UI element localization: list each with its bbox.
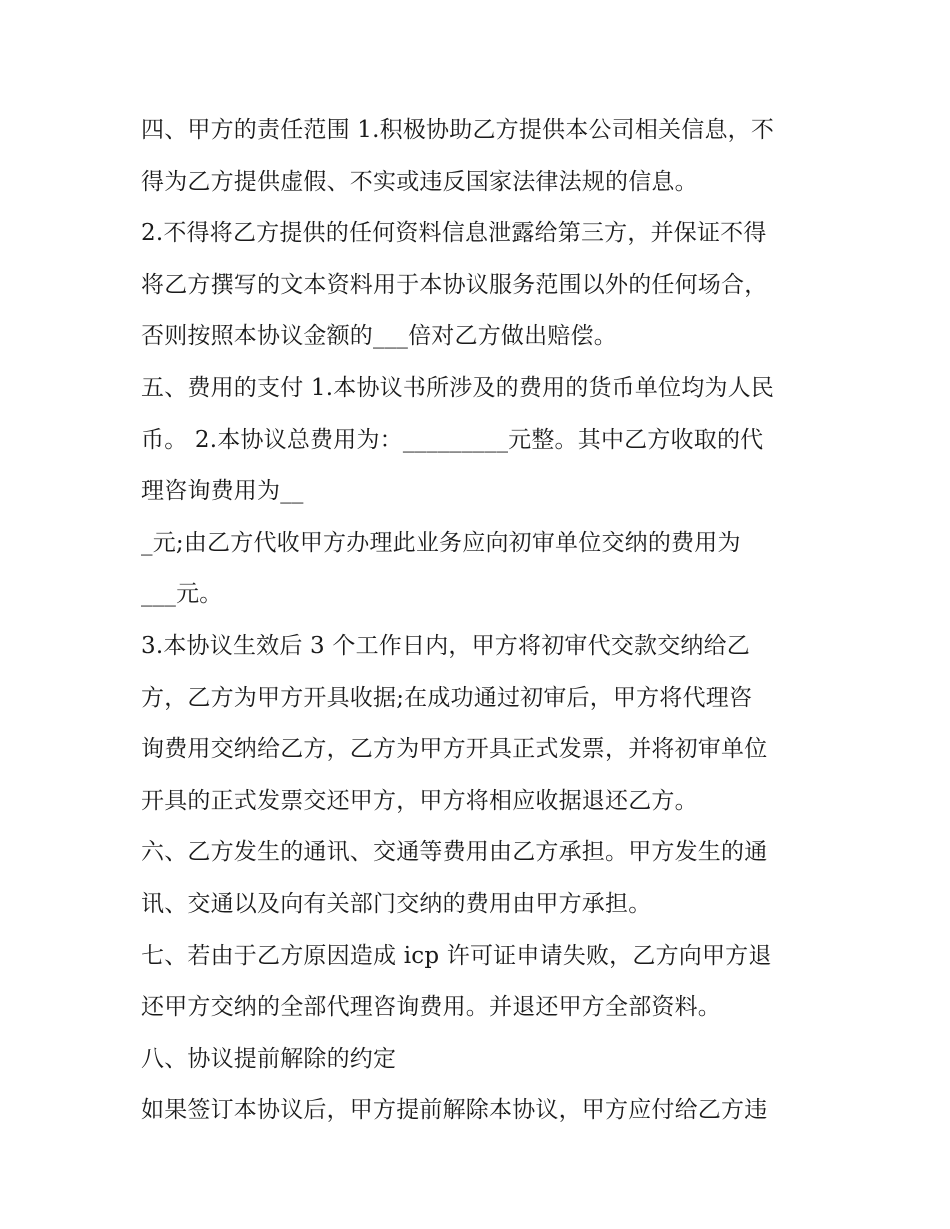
paragraph-line: ___元。 bbox=[141, 581, 223, 608]
paragraph-line: 五、费用的支付 1.本协议书所涉及的费用的货币单位均为人民 bbox=[141, 374, 775, 401]
paragraph-line: 还甲方交纳的全部代理咨询费用。并退还甲方全部资料。 bbox=[141, 994, 721, 1021]
paragraph-line: 币。 2.本协议总费用为：_________元整。其中乙方收取的代 bbox=[141, 426, 764, 453]
document-body bbox=[141, 105, 821, 1137]
paragraph-line: _元;由乙方代收甲方办理此业务应向初审单位交纳的费用为 bbox=[141, 529, 741, 556]
paragraph-line: 否则按照本协议金额的___倍对乙方做出赔偿。 bbox=[141, 323, 617, 350]
paragraph-line: 理咨询费用为__ bbox=[141, 478, 304, 505]
paragraph-line: 方，乙方为甲方开具收据;在成功通过初审后，甲方将代理咨 bbox=[141, 684, 753, 711]
paragraph-line: 将乙方撰写的文本资料用于本协议服务范围以外的任何场合， bbox=[141, 271, 768, 298]
paragraph-line: 七、若由于乙方原因造成 icp 许可证申请失败，乙方向甲方退 bbox=[141, 942, 772, 969]
paragraph-line: 开具的正式发票交还甲方，甲方将相应收据退还乙方。 bbox=[141, 787, 698, 814]
paragraph-line: 询费用交纳给乙方，乙方为甲方开具正式发票，并将初审单位 bbox=[141, 736, 768, 763]
paragraph-line: 如果签订本协议后，甲方提前解除本协议，甲方应付给乙方违 bbox=[141, 1097, 768, 1124]
paragraph-line: 得为乙方提供虚假、不实或违反国家法律法规的信息。 bbox=[141, 168, 698, 195]
paragraph-line: 讯、交通以及向有关部门交纳的费用由甲方承担。 bbox=[141, 890, 652, 917]
paragraph-line: 八、协议提前解除的约定 bbox=[141, 1045, 397, 1072]
paragraph-line: 3.本协议生效后 3 个工作日内，甲方将初审代交款交纳给乙 bbox=[141, 632, 750, 659]
paragraph-line: 四、甲方的责任范围 1.积极协助乙方提供本公司相关信息，不 bbox=[141, 117, 775, 143]
paragraph-line: 六、乙方发生的通讯、交通等费用由乙方承担。甲方发生的通 bbox=[141, 839, 768, 866]
paragraph-line: 2.不得将乙方提供的任何资料信息泄露给第三方，并保证不得 bbox=[141, 220, 767, 247]
